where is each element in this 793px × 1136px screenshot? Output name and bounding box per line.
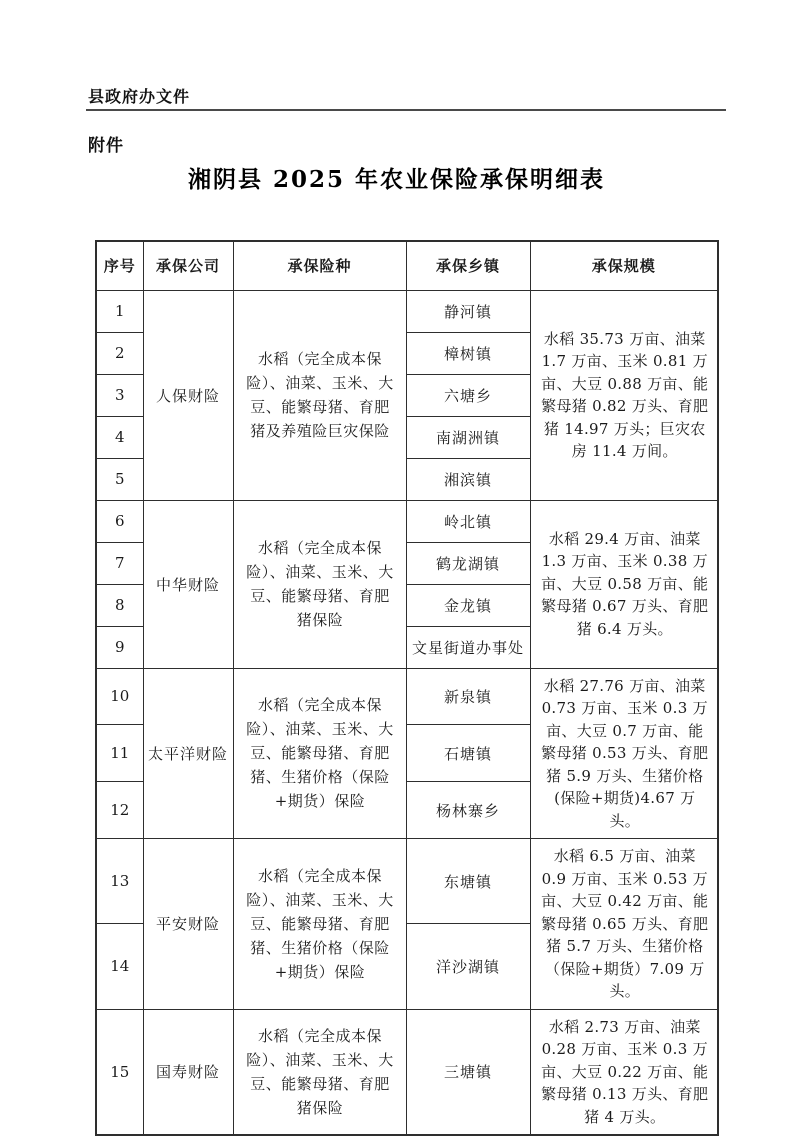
scale-cell: 水稻 27.76 万亩、油菜 0.73 万亩、玉米 0.3 万亩、大豆 0.7 万亩、能繁母猪 0.53 万头、育肥猪 5.9 万头、生猪价格(保险+期货)4.67 万头。 [530, 668, 718, 839]
row-number-cell: 13 [96, 839, 143, 924]
row-number-cell: 5 [96, 458, 143, 500]
table-row [96, 1009, 718, 1135]
row-number-cell: 12 [96, 782, 143, 839]
row-number-cell: 6 [96, 500, 143, 542]
company-cell: 太平洋财险 [143, 668, 233, 839]
township-cell: 洋沙湖镇 [406, 924, 530, 1009]
scale-cell: 水稻 29.4 万亩、油菜 1.3 万亩、玉米 0.38 万亩、大豆 0.58 万亩、能繁母猪 0.67 万头、育肥猪 6.4 万头。 [530, 500, 718, 668]
township-cell: 静河镇 [406, 290, 530, 332]
col-header-township: 承保乡镇 [406, 241, 530, 290]
attachment-label: 附件 [88, 136, 124, 156]
township-cell: 文星街道办事处 [406, 626, 530, 668]
row-number-cell: 15 [96, 1009, 143, 1135]
township-cell: 岭北镇 [406, 500, 530, 542]
col-header-company: 承保公司 [143, 241, 233, 290]
township-cell: 三塘镇 [406, 1009, 530, 1135]
township-cell: 湘滨镇 [406, 458, 530, 500]
table-header-row [96, 241, 718, 290]
township-cell: 石塘镇 [406, 725, 530, 782]
company-cell: 国寿财险 [143, 1009, 233, 1135]
scale-cell: 水稻 6.5 万亩、油菜 0.9 万亩、玉米 0.53 万亩、大豆 0.42 万亩、能繁母猪 0.65 万头、育肥猪 5.7 万头、生猪价格（保险+期货）7.09 万头。 [530, 839, 718, 1010]
col-header-type: 承保险种 [233, 241, 406, 290]
township-cell: 六塘乡 [406, 374, 530, 416]
township-cell: 南湖洲镇 [406, 416, 530, 458]
row-number-cell: 2 [96, 332, 143, 374]
table-row [96, 668, 718, 725]
row-number-cell: 11 [96, 725, 143, 782]
scale-cell: 水稻 2.73 万亩、油菜 0.28 万亩、玉米 0.3 万亩、大豆 0.22 万亩、能繁母猪 0.13 万头、育肥猪 4 万头。 [530, 1009, 718, 1135]
company-cell: 人保财险 [143, 290, 233, 500]
township-cell: 新泉镇 [406, 668, 530, 725]
table-row [96, 500, 718, 542]
insurance-type-cell: 水稻（完全成本保险）、油菜、玉米、大豆、能繁母猪、育肥猪保险 [233, 500, 406, 668]
table-row [96, 839, 718, 924]
township-cell: 樟树镇 [406, 332, 530, 374]
row-number-cell: 1 [96, 290, 143, 332]
table-row [96, 290, 718, 332]
insurance-table [95, 240, 719, 1136]
doc-header: 县政府办文件 [88, 87, 191, 106]
row-number-cell: 3 [96, 374, 143, 416]
row-number-cell: 10 [96, 668, 143, 725]
township-cell: 金龙镇 [406, 584, 530, 626]
township-cell: 杨林寨乡 [406, 782, 530, 839]
row-number-cell: 14 [96, 924, 143, 1009]
township-cell: 东塘镇 [406, 839, 530, 924]
insurance-type-cell: 水稻（完全成本保险）、油菜、玉米、大豆、能繁母猪、育肥猪保险 [233, 1009, 406, 1135]
township-cell: 鹤龙湖镇 [406, 542, 530, 584]
insurance-type-cell: 水稻（完全成本保险）、油菜、玉米、大豆、能繁母猪、育肥猪、生猪价格（保险+期货）保险 [233, 839, 406, 1010]
insurance-type-cell: 水稻（完全成本保险）、油菜、玉米、大豆、能繁母猪、育肥猪及养殖险巨灾保险 [233, 290, 406, 500]
row-number-cell: 4 [96, 416, 143, 458]
row-number-cell: 7 [96, 542, 143, 584]
insurance-type-cell: 水稻（完全成本保险）、油菜、玉米、大豆、能繁母猪、育肥猪、生猪价格（保险+期货）保险 [233, 668, 406, 839]
page-title: 湘阴县 2025 年农业保险承保明细表 [187, 166, 606, 193]
col-header-no: 序号 [96, 241, 143, 290]
company-cell: 平安财险 [143, 839, 233, 1010]
col-header-scale: 承保规模 [530, 241, 718, 290]
row-number-cell: 9 [96, 626, 143, 668]
company-cell: 中华财险 [143, 500, 233, 668]
header-rule [86, 109, 726, 111]
scale-cell: 水稻 35.73 万亩、油菜 1.7 万亩、玉米 0.81 万亩、大豆 0.88 万亩、能繁母猪 0.82 万头、育肥猪 14.97 万头；巨灾农房 11.4 万间。 [530, 290, 718, 500]
row-number-cell: 8 [96, 584, 143, 626]
